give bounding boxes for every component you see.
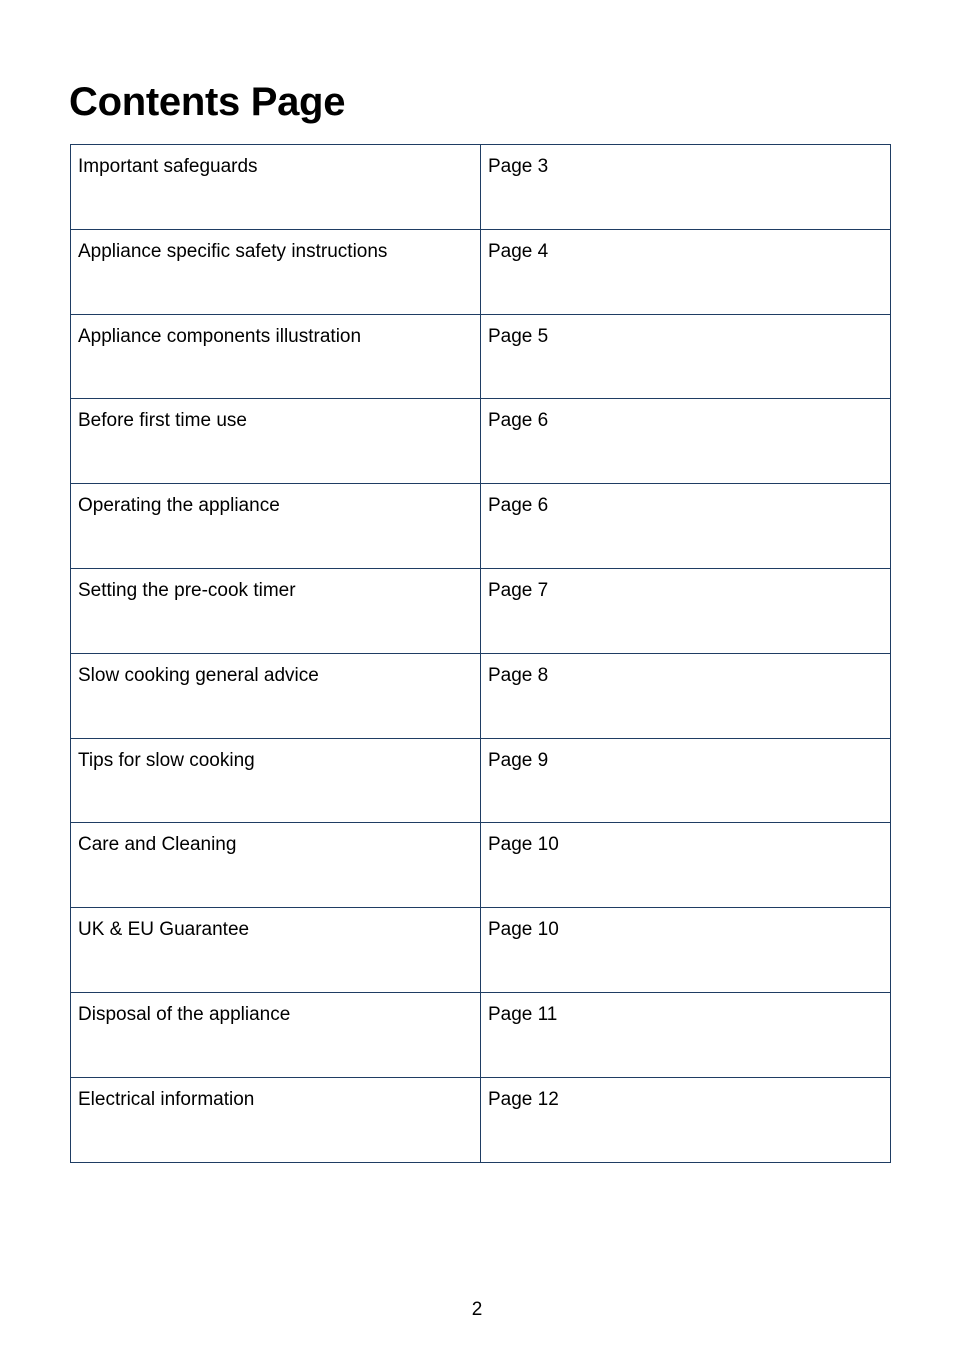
section-title: Appliance components illustration bbox=[71, 314, 481, 399]
section-title: Operating the appliance bbox=[71, 484, 481, 569]
section-title: Disposal of the appliance bbox=[71, 992, 481, 1077]
section-page-ref: Page 10 bbox=[481, 908, 891, 993]
table-row bbox=[71, 484, 891, 569]
section-title: Important safeguards bbox=[71, 145, 481, 230]
section-page-ref: Page 5 bbox=[481, 314, 891, 399]
section-title: Tips for slow cooking bbox=[71, 738, 481, 823]
table-row bbox=[71, 399, 891, 484]
section-page-ref: Page 8 bbox=[481, 653, 891, 738]
table-row bbox=[71, 992, 891, 1077]
table-row bbox=[71, 908, 891, 993]
contents-table bbox=[70, 144, 891, 1163]
table-row bbox=[71, 823, 891, 908]
section-title: UK & EU Guarantee bbox=[71, 908, 481, 993]
section-page-ref: Page 4 bbox=[481, 229, 891, 314]
table-row bbox=[71, 145, 891, 230]
section-page-ref: Page 3 bbox=[481, 145, 891, 230]
section-page-ref: Page 12 bbox=[481, 1077, 891, 1162]
section-page-ref: Page 7 bbox=[481, 568, 891, 653]
contents-table-body bbox=[71, 145, 891, 1163]
table-row bbox=[71, 738, 891, 823]
table-row bbox=[71, 653, 891, 738]
section-page-ref: Page 9 bbox=[481, 738, 891, 823]
section-title: Care and Cleaning bbox=[71, 823, 481, 908]
section-title: Appliance specific safety instructions bbox=[71, 229, 481, 314]
page-number: 2 bbox=[471, 1299, 483, 1320]
table-row bbox=[71, 229, 891, 314]
section-title: Electrical information bbox=[71, 1077, 481, 1162]
section-title: Before first time use bbox=[71, 399, 481, 484]
table-row bbox=[71, 568, 891, 653]
page-title: Contents Page bbox=[69, 80, 346, 124]
section-page-ref: Page 6 bbox=[481, 399, 891, 484]
section-title: Setting the pre-cook timer bbox=[71, 568, 481, 653]
section-page-ref: Page 11 bbox=[481, 992, 891, 1077]
section-title: Slow cooking general advice bbox=[71, 653, 481, 738]
section-page-ref: Page 6 bbox=[481, 484, 891, 569]
table-row bbox=[71, 314, 891, 399]
table-row bbox=[71, 1077, 891, 1162]
section-page-ref: Page 10 bbox=[481, 823, 891, 908]
